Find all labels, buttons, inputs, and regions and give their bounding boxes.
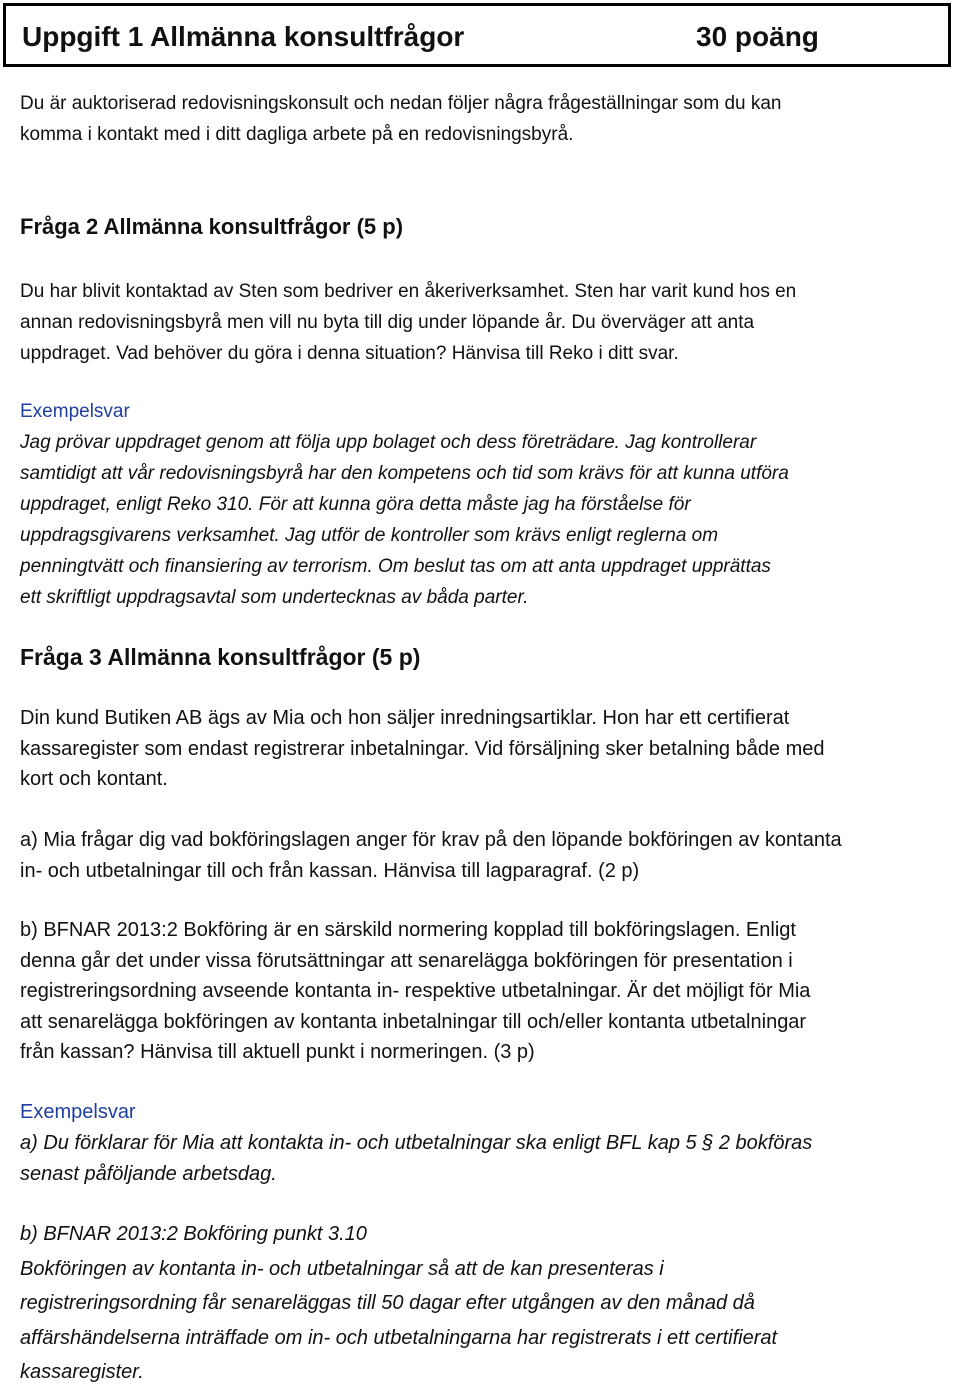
text-line: b) BFNAR 2013:2 Bokföring punkt 3.10 — [20, 1223, 367, 1245]
text-line: Bokföringen av kontanta in- och utbetalningar så att de kan presenteras i — [20, 1257, 664, 1280]
text-line: kassaregister som endast registrerar inbetalningar. Vid försäljning sker betalning både med — [20, 737, 825, 760]
text-line: kassaregister. — [20, 1361, 144, 1383]
text-line: registreringsordning får senareläggas till 50 dagar efter utgången av den månad då — [20, 1292, 755, 1314]
q3-intro — [20, 703, 950, 795]
text-line: a) Mia frågar dig vad bokföringslagen anger för krav på den löpande bokföringen av kontanta — [20, 829, 842, 851]
text-line: uppdraget, enligt Reko 310. För att kunna göra detta måste jag ha förståelse för — [20, 494, 691, 515]
text-line: b) BFNAR 2013:2 Bokföring är en särskild normering kopplad till bokföringslagen. Enligt — [20, 919, 796, 941]
text-line: Din kund Butiken AB ägs av Mia och hon säljer inredningsartiklar. Hon har ett certifierat — [20, 707, 790, 729]
intro-paragraph — [20, 88, 950, 150]
text-line: penningtvätt och finansiering av terrorism. Om beslut tas om att anta uppdraget upprättas — [20, 556, 771, 577]
q2-question — [20, 276, 950, 369]
text-line: in- och utbetalningar till och från kassan. Hänvisa till lagparagraf. (2 p) — [20, 859, 640, 882]
q2-heading: Fråga 2 Allmänna konsultfrågor (5 p) — [20, 214, 404, 239]
text-line: registreringsordning avseende kontanta in- respektive utbetalningar. Är det möjligt för Mia — [20, 980, 811, 1002]
text-line: senast påföljande arbetsdag. — [20, 1163, 277, 1185]
text-line: ett skriftligt uppdragsavtal som undertecknas av båda parter. — [20, 587, 529, 608]
q2-answer-label: Exempelsvar — [20, 401, 130, 422]
text-line: komma i kontakt med i ditt dagliga arbete på en redovisningsbyrå. — [20, 124, 574, 145]
task-points: 30 poäng — [696, 21, 819, 52]
text-line: Du har blivit kontaktad av Sten som bedriver en åkeriverksamhet. Sten har varit kund hos en — [20, 281, 797, 302]
q3-part-b — [20, 915, 950, 1068]
text-line: affärshändelserna inträffade om in- och utbetalningarna har registrerats i ett certifierat — [20, 1326, 778, 1349]
q3-answer-a — [20, 1128, 950, 1190]
text-line: samtidigt att vår redovisningsbyrå har den kompetens och tid som krävs för att kunna utföra — [20, 463, 789, 484]
task-title: Uppgift 1 Allmänna konsultfrågor — [22, 21, 465, 52]
q3-answer-b — [20, 1217, 950, 1390]
text-line: uppdraget. Vad behöver du göra i denna situation? Hänvisa till Reko i ditt svar. — [20, 343, 679, 364]
text-line: a) Du förklarar för Mia att kontakta in- och utbetalningar ska enligt BFL kap 5 § 2 bokföras — [20, 1132, 813, 1154]
q3-answer-label: Exempelsvar — [20, 1101, 136, 1123]
text-line: uppdragsgivarens verksamhet. Jag utför de kontroller som krävs enligt reglerna om — [20, 525, 719, 546]
text-line: från kassan? Hänvisa till aktuell punkt i normeringen. (3 p) — [20, 1041, 535, 1063]
text-line: kort och kontant. — [20, 768, 168, 790]
text-line: Du är auktoriserad redovisningskonsult och nedan följer några frågeställningar som du kan — [20, 93, 782, 114]
text-line: denna går det under vissa förutsättningar att senarelägga bokföringen för presentation i — [20, 949, 793, 972]
text-line: att senarelägga bokföringen av kontanta inbetalningar till och/eller kontanta utbetalningar — [20, 1010, 807, 1033]
text-line: annan redovisningsbyrå men vill nu byta till dig under löpande år. Du överväger att anta — [20, 312, 755, 333]
q3-heading: Fråga 3 Allmänna konsultfrågor (5 p) — [20, 644, 421, 670]
q2-answer — [20, 427, 950, 613]
task-header-box — [3, 3, 951, 67]
q3-part-a — [20, 825, 950, 886]
text-line: Jag prövar uppdraget genom att följa upp bolaget och dess företrädare. Jag kontrollerar — [20, 432, 757, 453]
